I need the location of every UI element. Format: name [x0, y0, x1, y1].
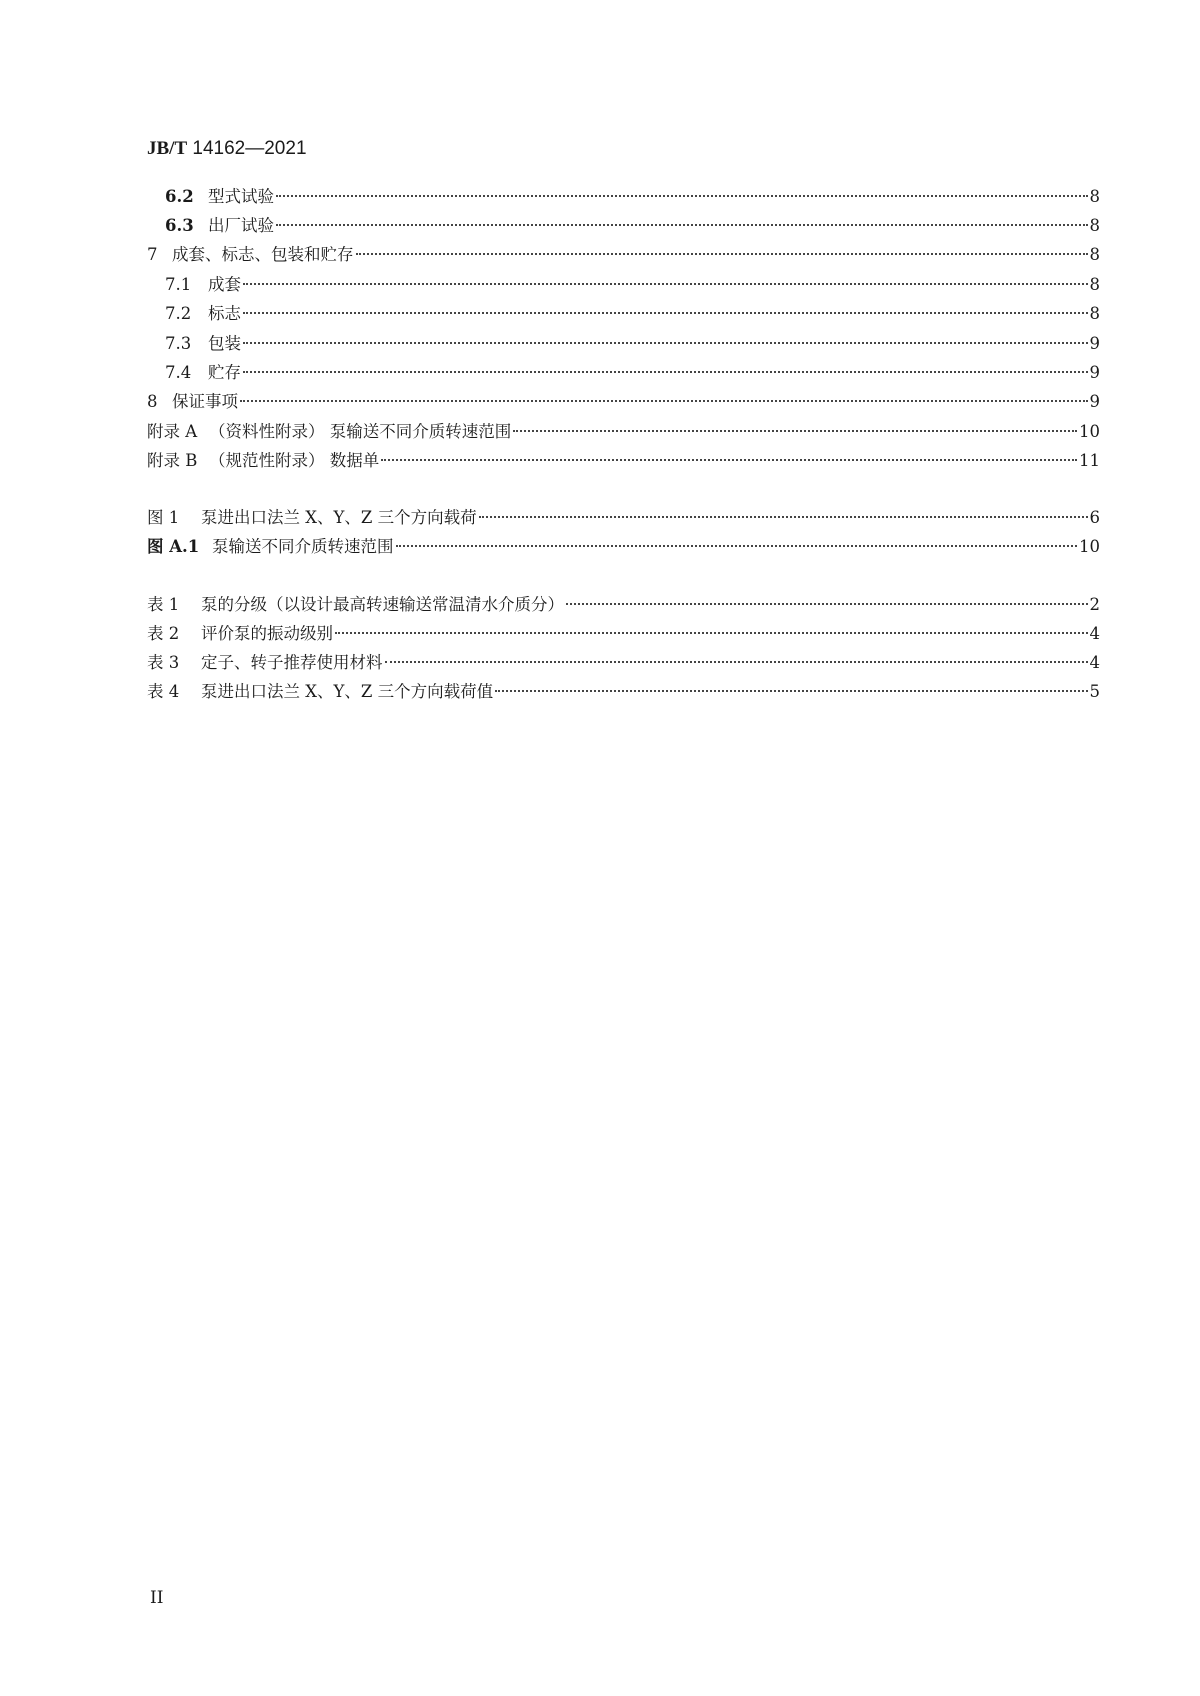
standard-number: 14162—2021	[192, 138, 307, 159]
toc-number: 附录 A	[147, 422, 198, 441]
toc-title: 贮存	[208, 363, 241, 382]
leader-dots	[276, 195, 1088, 197]
toc-page: 8	[1089, 245, 1100, 264]
toc-page: 8	[1089, 275, 1100, 294]
leader-dots	[276, 224, 1088, 226]
toc-entry[interactable]	[147, 332, 1100, 356]
page-number: II	[150, 1588, 164, 1608]
toc-entry[interactable]	[147, 390, 1100, 414]
table-title: 评价泵的振动级别	[201, 624, 333, 643]
leader-dots	[381, 459, 1077, 461]
toc-title: 标志	[208, 304, 241, 323]
toc-page: 8	[1089, 304, 1100, 323]
toc-number: 7	[147, 245, 158, 264]
leader-dots	[240, 400, 1088, 402]
toc-entry[interactable]	[147, 302, 1100, 326]
figure-title: 泵进出口法兰 X、Y、Z 三个方向载荷	[201, 508, 477, 527]
leader-dots	[566, 603, 1088, 605]
table-entry[interactable]	[147, 680, 1100, 704]
toc-title: 成套	[208, 275, 241, 294]
toc-entry[interactable]	[147, 214, 1100, 238]
toc-entry[interactable]	[147, 185, 1100, 209]
figure-entry[interactable]	[147, 506, 1100, 530]
leader-dots	[243, 342, 1088, 344]
figure-number: 图 A.1	[147, 537, 200, 556]
figure-page: 10	[1079, 537, 1100, 556]
leader-dots	[243, 312, 1088, 314]
leader-dots	[513, 430, 1077, 432]
figure-page: 6	[1089, 508, 1100, 527]
toc-entry[interactable]	[147, 420, 1100, 444]
toc-entry[interactable]	[147, 361, 1100, 385]
toc-page: 11	[1079, 451, 1100, 470]
table-page: 4	[1089, 653, 1100, 672]
table-title: 定子、转子推荐使用材料	[201, 653, 383, 672]
toc-entry[interactable]	[147, 243, 1100, 267]
standard-prefix: JB/T	[147, 138, 188, 159]
toc-number: 7.1	[165, 275, 192, 294]
toc-page: 9	[1089, 363, 1100, 382]
table-page: 5	[1089, 682, 1100, 701]
leader-dots	[243, 283, 1088, 285]
table-page: 2	[1089, 595, 1100, 614]
leader-dots	[396, 545, 1078, 547]
toc-number: 附录 B	[147, 451, 198, 470]
leader-dots	[356, 253, 1088, 255]
toc-title: 包装	[208, 334, 241, 353]
leader-dots	[335, 632, 1088, 634]
toc-entry[interactable]	[147, 449, 1100, 473]
table-entry[interactable]	[147, 593, 1100, 617]
toc-number: 6.3	[165, 216, 194, 235]
figure-entry[interactable]	[147, 535, 1100, 559]
table-number: 表 2	[147, 624, 180, 643]
toc-title: 保证事项	[172, 392, 238, 411]
toc-number: 8	[147, 392, 158, 411]
figure-number: 图 1	[147, 508, 180, 527]
leader-dots	[385, 661, 1088, 663]
toc-title: 型式试验	[208, 187, 274, 206]
toc-page: 10	[1079, 422, 1100, 441]
leader-dots	[243, 371, 1088, 373]
toc-page: 9	[1089, 392, 1100, 411]
table-title: 泵的分级（以设计最高转速输送常温清水介质分）	[201, 595, 564, 614]
toc-title: （规范性附录） 数据单	[209, 451, 380, 470]
table-title: 泵进出口法兰 X、Y、Z 三个方向载荷值	[201, 682, 494, 701]
toc-number: 6.2	[165, 187, 194, 206]
toc-number: 7.4	[165, 363, 192, 382]
toc-page: 8	[1089, 216, 1100, 235]
toc-number: 7.3	[165, 334, 192, 353]
toc-title: 成套、标志、包装和贮存	[172, 245, 354, 264]
leader-dots	[479, 516, 1088, 518]
table-page: 4	[1089, 624, 1100, 643]
table-entry[interactable]	[147, 622, 1100, 646]
toc-page: 9	[1089, 334, 1100, 353]
table-number: 表 4	[147, 682, 180, 701]
leader-dots	[495, 690, 1087, 692]
toc-title: 出厂试验	[208, 216, 274, 235]
toc-number: 7.2	[165, 304, 192, 323]
table-number: 表 1	[147, 595, 180, 614]
standard-code	[147, 138, 307, 160]
toc-title: （资料性附录） 泵输送不同介质转速范围	[209, 422, 512, 441]
table-entry[interactable]	[147, 651, 1100, 675]
table-number: 表 3	[147, 653, 180, 672]
figure-title: 泵输送不同介质转速范围	[212, 537, 394, 556]
toc-page: 8	[1089, 187, 1100, 206]
toc-entry[interactable]	[147, 273, 1100, 297]
